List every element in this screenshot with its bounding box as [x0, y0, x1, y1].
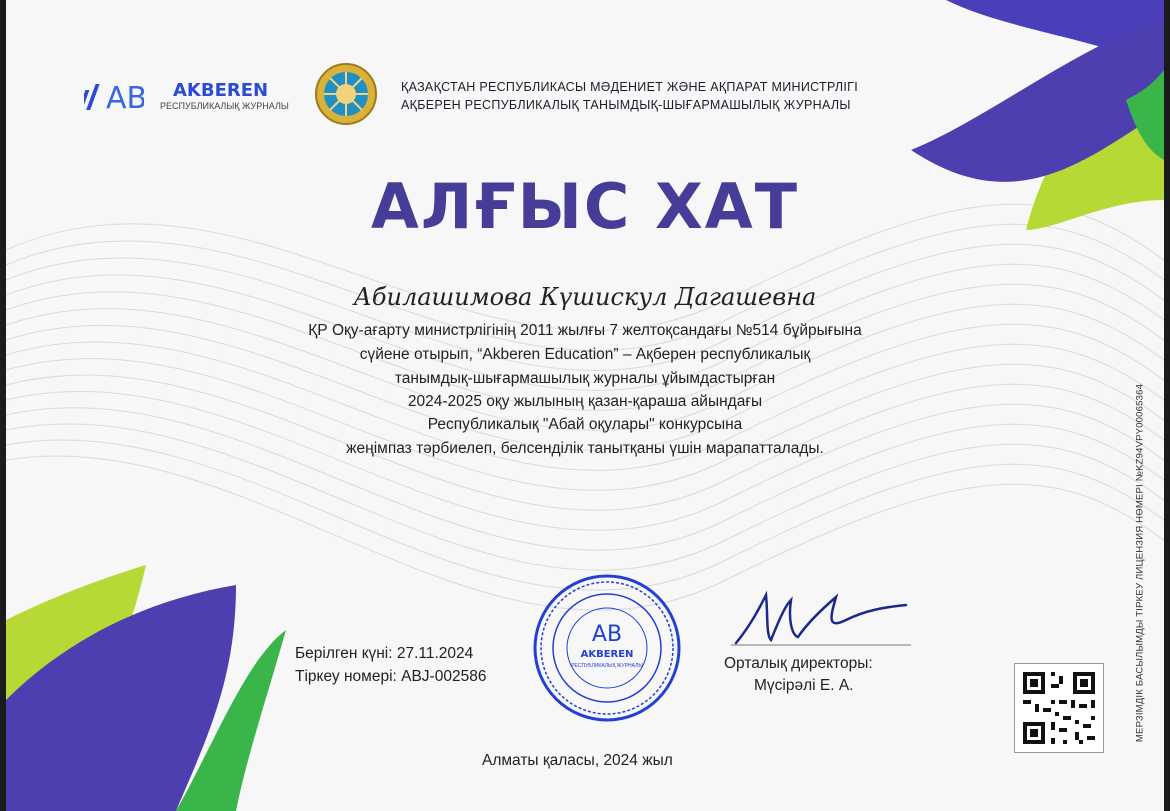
issue-date: Берілген күні: 27.11.2024 — [295, 645, 474, 662]
akberen-logo-icon — [84, 72, 144, 114]
ministry-line-2: АҚБЕРЕН РЕСПУБЛИКАЛЫҚ ТАНЫМДЫҚ-ШЫҒАРМАШЫЛЫҚ ЖУРНАЛЫ — [401, 98, 851, 112]
certificate-title: АЛҒЫС ХАТ — [370, 170, 800, 243]
body-line-3: танымдық-шығармашылық журналы ұйымдастырған — [394, 370, 776, 387]
ministry-line-1: ҚАЗАҚСТАН РЕСПУБЛИКАСЫ МӘДЕНИЕТ ЖӘНЕ АҚПАРАТ МИНИСТРЛІГІ — [401, 80, 859, 94]
body-line-5: Республикалық "Абай оқулары" конкурсына — [427, 416, 743, 433]
stamp-seal-icon — [532, 573, 682, 723]
logo-subtitle: РЕСПУБЛИКАЛЫҚ ЖУРНАЛЫ — [160, 101, 289, 111]
kazakhstan-emblem-icon — [314, 62, 378, 126]
registration-number: Тіркеу номері: ABJ-002586 — [295, 668, 487, 685]
recipient-name: Абилашимова Күшискул Дагашевна — [353, 283, 817, 311]
akberen-logo-mark — [84, 72, 144, 114]
logo-mark-text: AB — [106, 81, 144, 114]
certificate — [6, 0, 1164, 811]
city-year: Алматы қаласы, 2024 жыл — [482, 752, 673, 769]
qr-code-icon — [1014, 663, 1104, 753]
license-text: МЕРЗІМДІК БАСЫЛЫМДЫ ТІРКЕУ ЛИЦЕНЗИЯ НӨМЕРІ №KZ94VPY00065364 — [1134, 383, 1146, 743]
stamp-mark: AB — [591, 622, 623, 647]
license-side-text — [1130, 358, 1150, 768]
body-line-6: жеңімпаз тәрбиелеп, белсенділік танытқаны үшін марапатталады. — [346, 440, 824, 457]
director-name: Мүсірәлі Е. А. — [754, 677, 854, 694]
body-line-1: ҚР Оқу-ағарту министрлігінің 2011 жылғы 7 желтоқсандағы №514 бұйрығына — [308, 322, 862, 339]
director-title: Орталық директоры: — [724, 655, 873, 672]
logo-name: AKBEREN — [173, 80, 269, 101]
stamp-sub: РЕСПУБЛИКАЛЫҚ ЖУРНАЛЫ — [571, 663, 643, 669]
body-line-2: сүйене отырып, “Akberen Education” – Ақберен республикалық — [359, 346, 811, 363]
signature-icon — [726, 585, 916, 650]
stamp-name: AKBEREN — [580, 649, 634, 660]
body-line-4: 2024-2025 оқу жылының қазан-қараша айындағы — [407, 393, 763, 410]
stamp — [532, 573, 682, 723]
